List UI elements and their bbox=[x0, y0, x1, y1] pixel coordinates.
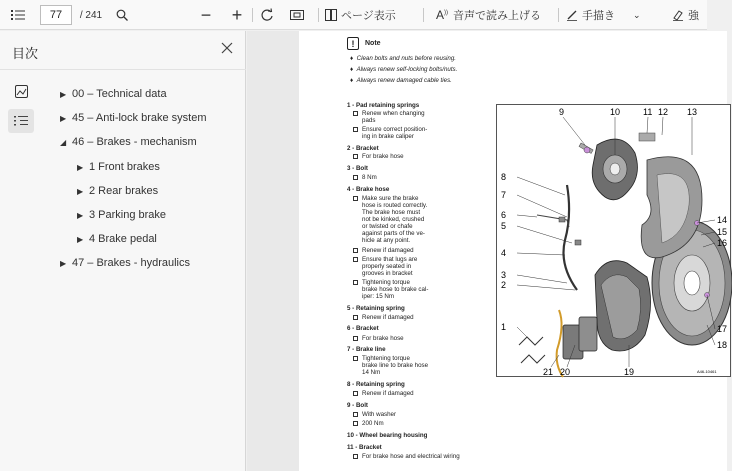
expand-arrow-icon[interactable]: ▶ bbox=[60, 258, 67, 268]
legend-text: For brake hose and electrical wiring bbox=[353, 453, 460, 460]
legend-text: hose is routed correctly. bbox=[362, 202, 428, 209]
note-item: ♦ Always renew damaged cable ties. bbox=[350, 77, 452, 84]
callout-number: 2 bbox=[501, 280, 507, 290]
toolbar bbox=[0, 0, 707, 30]
callout-number: 14 bbox=[717, 215, 728, 225]
legend-text: brake line to brake hose bbox=[362, 362, 429, 369]
callout-number: 21 bbox=[543, 367, 554, 377]
toc-item-label: 47 – Brakes - hydraulics bbox=[72, 257, 190, 269]
legend-text: properly seated in bbox=[362, 263, 412, 270]
highlight-label: 強 bbox=[688, 10, 699, 22]
callout-number: 17 bbox=[717, 324, 728, 334]
toc-item[interactable] bbox=[77, 157, 160, 177]
legend-text: iper: 15 Nm bbox=[362, 293, 394, 300]
expand-arrow-icon[interactable]: ▶ bbox=[60, 89, 67, 99]
legend-heading: 5 - Retaining spring bbox=[347, 305, 405, 312]
toc-item[interactable] bbox=[60, 84, 167, 104]
legend-text: 200 Nm bbox=[353, 420, 384, 427]
legend-text: Ensure that lugs are bbox=[353, 256, 417, 263]
callout-number: 5 bbox=[501, 221, 507, 231]
brake-exploded-diagram bbox=[496, 104, 731, 377]
callout-number: 16 bbox=[717, 238, 728, 248]
list-icon bbox=[11, 9, 25, 21]
legend-text: pads bbox=[362, 117, 376, 124]
toc-item-label: 3 Parking brake bbox=[89, 209, 167, 221]
brake-assembly-illustration bbox=[497, 105, 732, 378]
legend-text: brake hose to brake cal- bbox=[362, 286, 429, 293]
draw-label: 手描き bbox=[582, 10, 615, 22]
legend-text: against parts of the ve- bbox=[362, 230, 425, 237]
read-aloud-label: 音声で読み上げる bbox=[453, 10, 542, 22]
toc-item-label: 00 – Technical data bbox=[72, 88, 167, 100]
document-viewer[interactable] bbox=[247, 31, 728, 471]
document-page bbox=[299, 31, 727, 471]
figure-id: A46-10461 bbox=[697, 369, 717, 374]
zoom-out-button[interactable]: − bbox=[200, 4, 212, 25]
toc-item[interactable] bbox=[77, 229, 157, 249]
legend-text: With washer bbox=[353, 411, 396, 418]
close-sidebar-button[interactable] bbox=[220, 41, 236, 57]
toc-item-label: 2 Rear brakes bbox=[89, 185, 159, 197]
legend-text: grooves in bracket bbox=[362, 270, 413, 277]
callout-number: 7 bbox=[501, 190, 507, 200]
page-view-button[interactable] bbox=[325, 0, 415, 30]
legend-text: Make sure the brake bbox=[353, 195, 418, 202]
legend-text: Tightening torque bbox=[353, 279, 410, 286]
toc-item[interactable] bbox=[60, 132, 197, 152]
read-aloud-button[interactable] bbox=[436, 0, 554, 30]
legend-text: Renew if damaged bbox=[353, 314, 414, 321]
callout-number: 3 bbox=[501, 270, 507, 280]
legend-text: Renew if damaged bbox=[353, 247, 414, 254]
toc-item[interactable] bbox=[60, 253, 190, 273]
legend-heading: 6 - Bracket bbox=[347, 325, 379, 332]
callout-number: 18 bbox=[717, 340, 728, 350]
legend-text: Renew if damaged bbox=[353, 390, 414, 397]
legend-text: Tightening torque bbox=[353, 355, 410, 362]
toc-item[interactable] bbox=[77, 205, 166, 225]
collapse-arrow-icon[interactable]: ◢ bbox=[60, 137, 67, 147]
toc-item[interactable] bbox=[60, 108, 207, 128]
toc-toggle-button[interactable] bbox=[6, 0, 30, 30]
legend-text: 14 Nm bbox=[362, 369, 381, 376]
toc-item-label: 1 Front brakes bbox=[89, 161, 160, 173]
legend-text: Renew when changing bbox=[353, 110, 425, 117]
expand-arrow-icon[interactable]: ▶ bbox=[77, 162, 84, 172]
rotate-button[interactable] bbox=[257, 0, 277, 30]
pen-icon bbox=[566, 9, 578, 21]
callout-number: 11 bbox=[643, 107, 653, 117]
page-view-icon bbox=[325, 9, 337, 21]
highlight-button[interactable] bbox=[672, 0, 707, 30]
draw-button[interactable] bbox=[566, 0, 644, 30]
legend-heading: 8 - Retaining spring bbox=[347, 381, 405, 388]
read-aloud-icon: A)) bbox=[436, 8, 449, 22]
legend-text: 8 Nm bbox=[353, 174, 377, 181]
callout-number: 15 bbox=[717, 227, 728, 237]
toc-item[interactable] bbox=[77, 181, 158, 201]
chevron-down-icon[interactable]: ⌄ bbox=[633, 9, 641, 20]
callout-number: 12 bbox=[658, 107, 669, 117]
callout-number: 13 bbox=[687, 107, 698, 117]
legend-heading: 1 - Pad retaining springs bbox=[347, 102, 420, 109]
note-icon: ! bbox=[347, 37, 359, 50]
callout-number: 6 bbox=[501, 210, 507, 220]
legend-heading: 3 - Bolt bbox=[347, 165, 368, 172]
callout-number: 9 bbox=[559, 107, 565, 117]
callout-number: 20 bbox=[560, 367, 571, 377]
legend-heading: 4 - Brake hose bbox=[347, 186, 390, 193]
search-button[interactable] bbox=[113, 0, 131, 30]
expand-arrow-icon[interactable]: ▶ bbox=[60, 113, 67, 123]
legend-heading: 9 - Bolt bbox=[347, 402, 368, 409]
close-icon bbox=[220, 41, 234, 55]
sidebar-title: 目次 bbox=[12, 46, 39, 61]
note-title: Note bbox=[365, 40, 381, 47]
legend-text: The brake hose must bbox=[362, 209, 421, 216]
expand-arrow-icon[interactable]: ▶ bbox=[77, 234, 84, 244]
legend-heading: 11 - Bracket bbox=[347, 444, 382, 451]
note-item: ♦ Always renew self-locking bolts/nuts. bbox=[350, 66, 458, 73]
legend-text: not be kinked, crushed bbox=[362, 216, 425, 223]
legend-text: For brake hose bbox=[353, 153, 404, 160]
toc-list-icon bbox=[14, 115, 28, 127]
legend-text: Ensure correct position- bbox=[353, 126, 427, 133]
fit-page-button[interactable] bbox=[287, 0, 307, 30]
toc-sidebar bbox=[0, 31, 246, 471]
legend-heading: 10 - Wheel bearing housing bbox=[347, 432, 428, 439]
page-number-input[interactable]: 77 bbox=[40, 5, 72, 25]
callout-number: 8 bbox=[501, 172, 507, 182]
legend-text: ing in brake caliper bbox=[362, 133, 414, 140]
image-icon bbox=[15, 85, 28, 98]
highlighter-icon bbox=[672, 9, 684, 21]
zoom-in-button[interactable]: + bbox=[231, 4, 243, 25]
search-icon bbox=[116, 9, 128, 21]
legend-heading: 2 - Bracket bbox=[347, 145, 379, 152]
callout-number: 19 bbox=[624, 367, 635, 377]
legend-text: hicle at any point. bbox=[362, 237, 411, 244]
toc-item-label: 4 Brake pedal bbox=[89, 233, 157, 245]
callout-number: 4 bbox=[501, 248, 507, 258]
fit-page-icon bbox=[290, 9, 304, 21]
legend-text: or twisted or chafe bbox=[362, 223, 413, 230]
expand-arrow-icon[interactable]: ▶ bbox=[77, 186, 84, 196]
toc-item-label: 46 – Brakes - mechanism bbox=[72, 136, 197, 148]
rotate-icon bbox=[260, 8, 274, 22]
legend-text: For brake hose bbox=[353, 335, 404, 342]
thumbnails-button[interactable] bbox=[8, 79, 34, 103]
note-item: ♦ Clean bolts and nuts before reusing. bbox=[350, 55, 457, 62]
toc-item-label: 45 – Anti-lock brake system bbox=[72, 112, 207, 124]
callout-number: 1 bbox=[501, 322, 507, 332]
page-total: / 241 bbox=[79, 9, 103, 21]
callout-number: 10 bbox=[610, 107, 621, 117]
expand-arrow-icon[interactable]: ▶ bbox=[77, 210, 84, 220]
page-view-label: ページ表示 bbox=[341, 10, 396, 22]
legend-heading: 7 - Brake line bbox=[347, 346, 386, 353]
toc-button[interactable] bbox=[8, 109, 34, 133]
